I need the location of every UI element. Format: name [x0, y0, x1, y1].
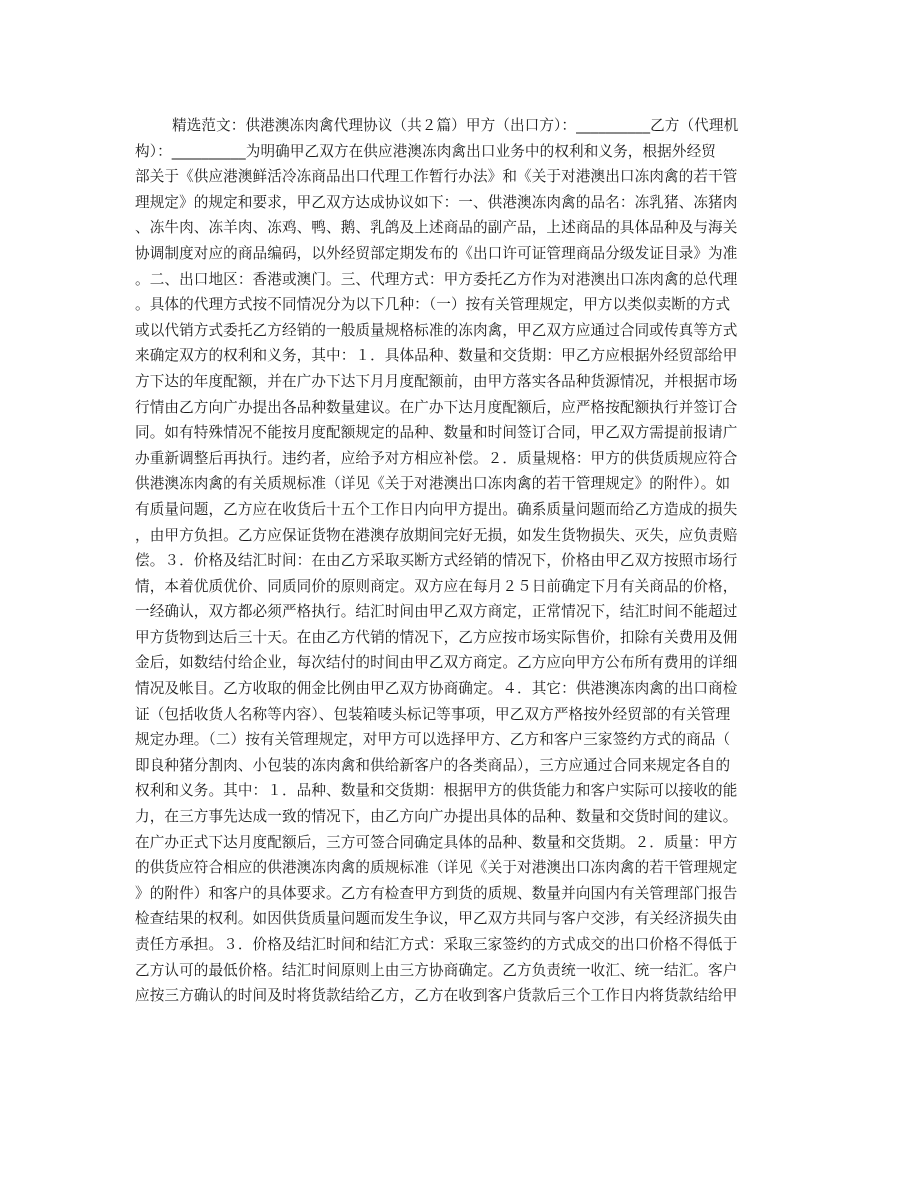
text-line: 行情由乙方向广办提出各品种数量建议。在广办下达月度配额后，应严格按配额执行并签订合 [135, 398, 738, 416]
text-line: 力，在三方事先达成一致的情况下，由乙方向广办提出具体的品种、数量和交货时间的建议。 [135, 808, 738, 826]
text-line: 办重新调整后再执行。违约者，应给予对方相应补偿。２．质量规格：甲方的供货质规应符合 [135, 449, 738, 467]
text-line: 证（包括收货人名称等内容）、包装箱唛头标记等事项，甲乙双方严格按外经贸部的有关管理 [135, 705, 731, 723]
text-line: 构）：__________为明确甲乙双方在供应港澳冻肉禽出口业务中的权利和义务，根据外经贸 [135, 142, 716, 160]
text-line: 精选范文：供港澳冻肉禽代理协议（共２篇）甲方（出口方）：__________乙方（代理机 [172, 117, 739, 134]
text-line: 同。如有特殊情况不能按月度配额规定的品种、数量和时间签订合同，甲乙双方需提前报请广 [135, 424, 738, 442]
text-line: 应按三方确认的时间及时将货款结给乙方，乙方在收到客户货款后三个工作日内将货款结给甲 [135, 987, 738, 1005]
text-line: 情况及帐目。乙方收取的佣金比例由甲乙双方协商确定。４．其它：供港澳冻肉禽的出口商检 [135, 680, 738, 698]
text-line: ，由甲方负担。乙方应保证货物在港澳存放期间完好无损，如发生货物损失、灭失，应负责赔 [135, 526, 738, 544]
text-line: 部关于《供应港澳鲜活冷冻商品出口代理工作暂行办法》和《关于对港澳出口冻肉禽的若干管 [135, 168, 738, 186]
text-line: 检查结果的权利。如因供货质量问题而发生争议，甲乙双方共同与客户交涉，有关经济损失由 [135, 910, 738, 928]
text-line: 供港澳冻肉禽的有关质规标准（详见《关于对港澳出口冻肉禽的若干管理规定》的附件）。如 [135, 475, 731, 493]
text-line: 规定办理。（二）按有关管理规定，对甲方可以选择甲方、乙方和客户三家签约方式的商品（ [135, 731, 731, 749]
text-line: 。二、出口地区：香港或澳门。三、代理方式：甲方委托乙方作为对港澳出口冻肉禽的总代理 [135, 270, 738, 288]
text-line: 一经确认，双方都必须严格执行。结汇时间由甲乙双方商定，正常情况下，结汇时间不能超过 [135, 603, 738, 621]
text-line: 有质量问题，乙方应在收货后十五个工作日内向甲方提出。确系质量问题而给乙方造成的损失 [135, 500, 738, 518]
text-line: 》的附件）和客户的具体要求。乙方有检查甲方到货的质规、数量并向国内有关管理部门报告 [135, 884, 738, 902]
text-line: 甲方货物到达后三十天。在由乙方代销的情况下，乙方应按市场实际售价，扣除有关费用及佣 [135, 628, 738, 646]
text-line: 来确定双方的权利和义务，其中：１．具体品种、数量和交货期：甲乙方应根据外经贸部给甲 [135, 347, 738, 365]
text-line: 即良种猪分割肉、小包装的冻肉禽和供给新客户的各类商品），三方应通过合同来规定各自的 [135, 756, 731, 774]
text-line: 责任方承担。３．价格及结汇时间和结汇方式：采取三家签约的方式成交的出口价格不得低于 [135, 936, 738, 953]
text-line: 金后，如数结付给企业，每次结付的时间由甲乙双方商定。乙方应向甲方公布所有费用的详细 [135, 654, 738, 672]
text-line: 协调制度对应的商品编码，以外经贸部定期发布的《出口许可证管理商品分级发证目录》为准 [135, 244, 738, 262]
text-line: 。具体的代理方式按不同情况分为以下几种：（一）按有关管理规定，甲方以类似卖断的方式 [135, 296, 731, 314]
text-line: 情，本着优质优价、同质同价的原则商定。双方应在每月２５日前确定下月有关商品的价格， [135, 577, 738, 595]
text-line: 偿。３．价格及结汇时间：在由乙方采取买断方式经销的情况下，价格由甲乙双方按照市场行 [135, 552, 738, 570]
text-line: 或以代销方式委托乙方经销的一般质量规格标准的冻肉禽，甲乙双方应通过合同或传真等方式 [135, 321, 738, 339]
text-line: 的供货应符合相应的供港澳冻肉禽的质规标准（详见《关于对港澳出口冻肉禽的若干管理规定 [135, 859, 738, 877]
text-line: 乙方认可的最低价格。结汇时间原则上由三方协商确定。乙方负责统一收汇、统一结汇。客户 [135, 961, 738, 979]
text-line: 理规定》的规定和要求，甲乙双方达成协议如下：一、供港澳冻肉禽的品名：冻乳猪、冻猪肉 [135, 193, 738, 211]
text-line: 方下达的年度配额，并在广办下达下月月度配额前，由甲方落实各品种货源情况，并根据市场 [135, 372, 738, 390]
agreement-body-text [135, 113, 786, 1009]
text-line: 在广办正式下达月度配额后，三方可签合同确定具体的品种、数量和交货期。２．质量：甲方 [135, 833, 738, 851]
text-line: 、冻牛肉、冻羊肉、冻鸡、鸭、鹅、乳鸽及上述商品的副产品，上述商品的具体品种及与海关 [135, 219, 738, 237]
text-line: 权利和义务。其中：１．品种、数量和交货期：根据甲方的供货能力和客户实际可以接收的能 [135, 782, 738, 800]
